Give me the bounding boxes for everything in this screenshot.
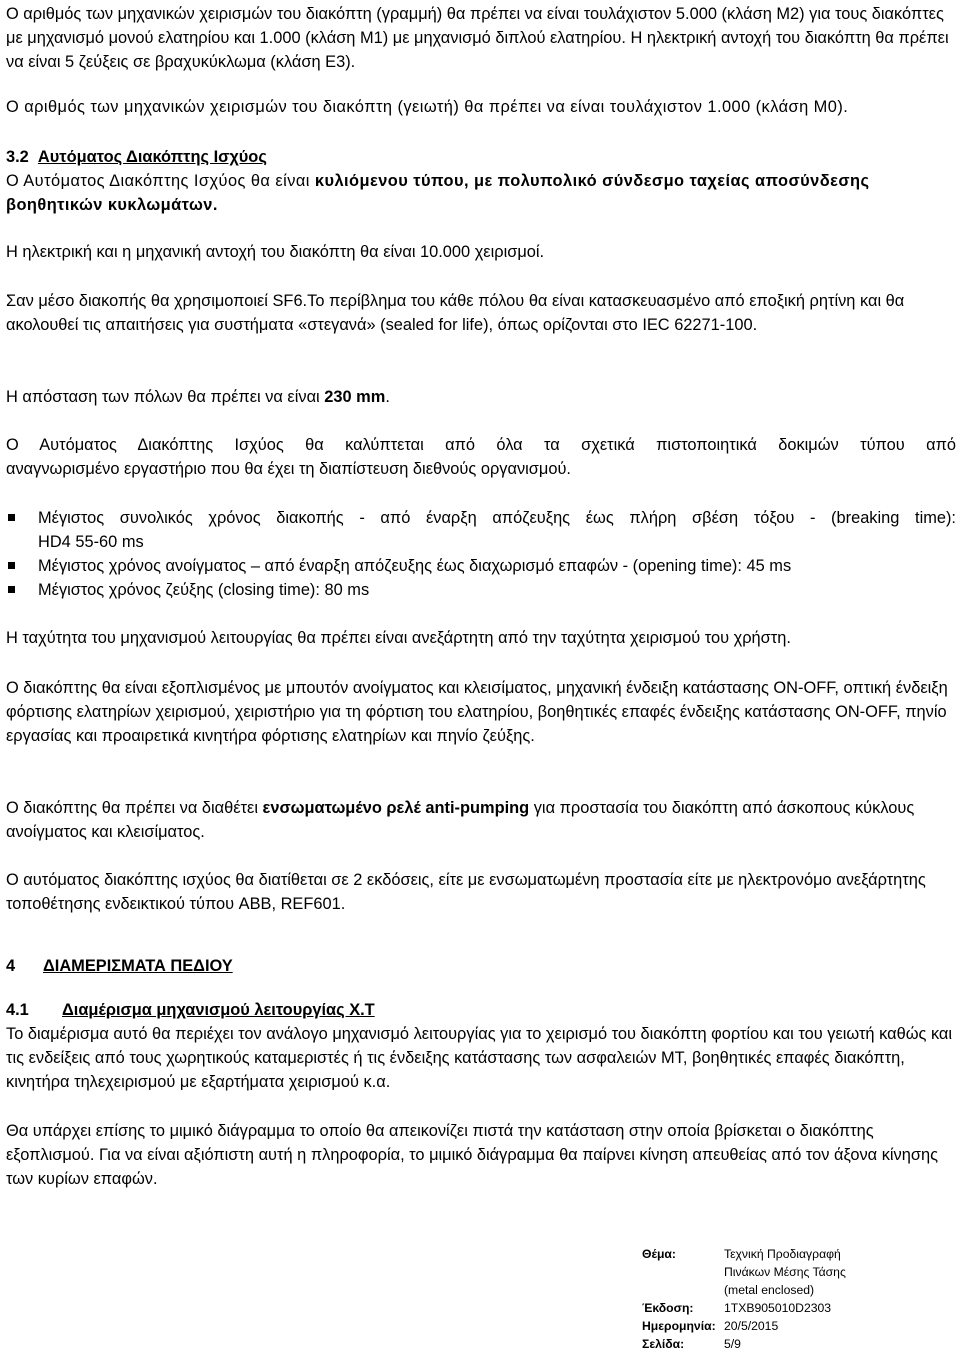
sf6-paragraph: Σαν μέσο διακοπής θα χρησιμοποιεί SF6.Το περίβλημα του κάθε πόλου θα είναι κατασκευασμένο από εποξική ρητίνη και θα ακολουθεί τις απαιτήσεις για συστήματα «στεγανά» (sealed for life), όπως ορίζονται στο IEC 62271-100. bbox=[6, 292, 905, 334]
footer-issue-row: Έκδοση: 1TXB905010D2303 bbox=[642, 1301, 832, 1315]
bullet-square-icon bbox=[8, 514, 15, 521]
footer-date-row: Ημερομηνία: 20/5/2015 bbox=[642, 1319, 779, 1333]
bullet-square-icon bbox=[8, 586, 15, 593]
versions-paragraph: Ο αυτόματος διακόπτης ισχύος θα διατίθεται σε 2 εκδόσεις, είτε με ενσωματωμένη προστασία είτε με ηλεκτρονόμο ανεξάρτητης τοποθέτησης ενδεικτικού τύπου ABB, REF601. bbox=[6, 871, 926, 913]
mechanism-speed-paragraph: Η ταχύτητα του μηχανισμού λειτουργίας θα πρέπει είναι ανεξάρτητη από την ταχύτητα χειρισμού του χρήστη. bbox=[6, 629, 791, 647]
endurance-paragraph: Η ηλεκτρική και η μηχανική αντοχή του διακόπτη θα είναι 10.000 χειρισμοί. bbox=[6, 243, 545, 261]
anti-pumping-paragraph: Ο διακόπτης θα πρέπει να διαθέτει ενσωματωμένο ρελέ anti-pumping για προστασία του διακόπτη από άσκοπους κύκλους ανοίγματος και κλεισίματος. bbox=[6, 799, 915, 841]
document-footer: Θέμα: Τεχνική Προδιαγραφή Πινάκων Μέσης Τάσης (metal enclosed) Έκδοση: 1TXB905010D2303 Ημερομηνία: 20/5/2015 Σελίδα: 5/9 bbox=[642, 1245, 952, 1353]
breaker-type-paragraph: Ο Αυτόματος Διακόπτης Ισχύος θα είναι κυλιόμενου τύπου, με πολυπολικό σύνδεσμο ταχείας αποσύνδεσης βοηθητικών κυκλωμάτων. bbox=[6, 172, 870, 214]
mimic-diagram-paragraph: Θα υπάρχει επίσης το μιμικό διάγραμμα το οποίο θα απεικονίζει πιστά την κατάσταση στην οποία βρίσκεται ο διακόπτης εξοπλισμού. Για να είναι αξιόπιστη αυτή η πληροφορία, το μιμικό διάγραμμα θα παίρνει κίνηση απευθείας από τον άξονα κίνησης των κυρίων επαφών. bbox=[6, 1122, 938, 1188]
section-title: Αυτόματος Διακόπτης Ισχύος bbox=[37, 148, 267, 166]
compartment-paragraph: Το διαμέρισμα αυτό θα περιέχει τον ανάλογο μηχανισμό λειτουργίας για το χειρισμό του διακόπτη φορτίου και του γειωτή καθώς και τις ενδείξεις από τους χωρητικούς καταμεριστές ή τις ένδειξης κατάστασης των ασφαλειών ΜΤ, βοηθητικές επαφές διακόπτη, κινητήρα τηλεχειρισμού με εξαρτήματα χειρισμού κ.α. bbox=[6, 1025, 953, 1091]
intro-paragraph-2: Ο αριθμός των μηχανικών χειρισμών του διακόπτη (γειωτή) θα πρέπει να είναι τουλάχιστον 1.000 (κλάση Μ0). bbox=[6, 98, 849, 116]
footer-subject-row: Θέμα: Τεχνική Προδιαγραφή bbox=[642, 1247, 841, 1261]
section-number: 3.2 bbox=[6, 148, 29, 166]
pole-distance-paragraph: Η απόσταση των πόλων θα πρέπει να είναι 230 mm. bbox=[6, 388, 390, 406]
type-tests-paragraph: Ο Αυτόματος Διακόπτης Ισχύος θα καλύπτεται από όλα τα σχετικά πιστοποιητικά δοκιμών τύπου από αναγνωρισμένο εργαστήριο που θα έχει τη διαπίστευση διεθνούς οργανισμού. bbox=[6, 436, 956, 478]
intro-paragraph-1: Ο αριθμός των μηχανικών χειρισμών του διακόπτη (γραμμή) θα πρέπει να είναι τουλάχιστον 5.000 (κλάση Μ2) για τους διακόπτες με μηχανισμό μονού ελατηρίου και 1.000 (κλάση Μ1) με μηχανισμό διπλού ελατηρίου. Η ηλεκτρική αντοχή του διακόπτη θα πρέπει να είναι 5 ζεύξεις σε βραχυκύκλωμα (κλάση Ε3). bbox=[6, 5, 949, 71]
equipment-paragraph: Ο διακόπτης θα είναι εξοπλισμένος με μπουτόν ανοίγματος και κλεισίματος, μηχανική ένδειξη κατάστασης ON-OFF, οπτική ένδειξη φόρτισης ελατηρίων χειρισμού, χειριστήριο για τη φόρτιση του ελατηρίου, βοηθητικές επαφές ένδειξης κατάστασης ON-OFF, πηνίο εργασίας και προαιρετικά κινητήρα φόρτισης ελατηρίων και πηνίο ζεύξης. bbox=[6, 679, 948, 745]
bullet-square-icon bbox=[8, 562, 15, 569]
section-3-2-heading bbox=[6, 145, 956, 169]
footer-page-row: Σελίδα: 5/9 bbox=[642, 1337, 741, 1351]
